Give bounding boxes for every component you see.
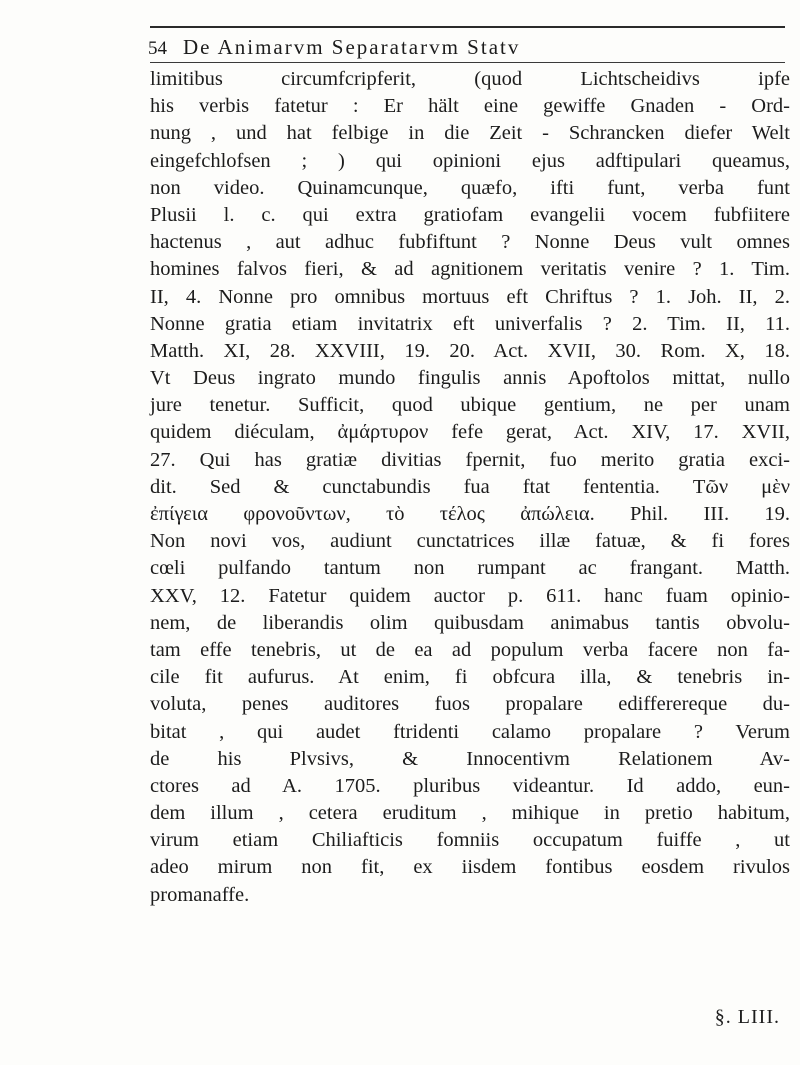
text-line: bitat , qui audet ftridenti calamo propalare ? Verum: [150, 720, 790, 743]
text-line: quidem diéculam, ἀμάρτυρον fefe gerat, Act. XIV, 17. XVII,: [150, 421, 790, 444]
running-header: [148, 32, 788, 62]
text-line: tam effe tenebris, ut de ea ad populum verba facere non fa-: [150, 638, 790, 661]
text-line: virum etiam Chiliafticis fomniis occupatum fuiffe , ut: [150, 829, 790, 852]
text-line: ἐπίγεια φρονοῦντων, τὸ τέλος ἀπώλεια. Phil. III. 19.: [150, 503, 790, 525]
text-line: nem, de liberandis olim quibusdam animabus tantis obvolu-: [150, 611, 790, 634]
text-line: nung , und hat felbige in die Zeit - Schrancken diefer Welt: [150, 122, 790, 145]
running-title: De Animarvm Separatarvm Statv: [183, 35, 521, 59]
text-line: II, 4. Nonne pro omnibus mortuus eft Chriftus ? 1. Joh. II, 2.: [150, 285, 790, 308]
text-line: promanaffe.: [150, 883, 250, 906]
catchword: §. LIII.: [714, 1006, 780, 1028]
text-line: cœli pulfando tantum non rumpant ac frangant. Matth.: [150, 557, 790, 580]
text-line: limitibus circumfcripferit, (quod Lichtscheidivs ipfe: [150, 68, 790, 90]
text-line: de his Plvsivs, & Innocentivm Relationem Av-: [150, 747, 790, 770]
text-line: dem illum , cetera eruditum , mihique in pretio habitum,: [150, 802, 790, 825]
text-line: ctores ad A. 1705. pluribus videantur. Id addo, eun-: [150, 774, 790, 797]
text-line: voluta, penes auditores fuos propalare edifferereque du-: [150, 693, 790, 716]
page-number: 54: [148, 38, 167, 59]
text-line: homines falvos fieri, & ad agnitionem veritatis venire ? 1. Tim.: [150, 258, 790, 281]
text-line: Plusii l. c. qui extra gratiofam evangelii vocem fubfiitere: [150, 203, 790, 226]
text-line: Nonne gratia etiam invitatrix eft univerfalis ? 2. Tim. II, 11.: [150, 312, 790, 335]
text-line: Vt Deus ingrato mundo fingulis annis Apoftolos mittat, nullo: [150, 367, 790, 390]
text-line: 27. Qui has gratiæ divitias fpernit, fuo merito gratia exci-: [150, 448, 790, 471]
text-line: Matth. XI, 28. XXVIII, 19. 20. Act. XVII, 30. Rom. X, 18.: [150, 339, 790, 362]
text-line: jure tenetur. Sufficit, quod ubique gentium, ne per unam: [150, 394, 790, 417]
top-rule: [150, 26, 785, 28]
text-line: cile fit aufurus. At enim, fi obfcura illa, & tenebris in-: [150, 666, 790, 689]
text-line: his verbis fatetur : Er hält eine gewiffe Gnaden - Ord-: [150, 95, 790, 118]
body-text: [150, 66, 790, 909]
text-line: non video. Quinamcunque, quæfo, ifti funt, verba funt: [150, 176, 790, 199]
text-line: XXV, 12. Fatetur quidem auctor p. 611. hanc fuam opinio-: [150, 584, 790, 607]
text-line: Non novi vos, audiunt cunctatrices illæ fatuæ, & fi fores: [150, 530, 790, 553]
text-line: eingefchlofsen ; ) qui opinioni ejus adftipulari queamus,: [150, 149, 790, 172]
text-line: hactenus , aut adhuc fubfiftunt ? Nonne Deus vult omnes: [150, 231, 790, 254]
text-line: adeo mirum non fit, ex iisdem fontibus eosdem rivulos: [150, 856, 790, 879]
header-rule: [150, 62, 785, 63]
text-line: dit. Sed & cunctabundis fua ftat fententia. Τῶν μὲν: [150, 475, 790, 498]
